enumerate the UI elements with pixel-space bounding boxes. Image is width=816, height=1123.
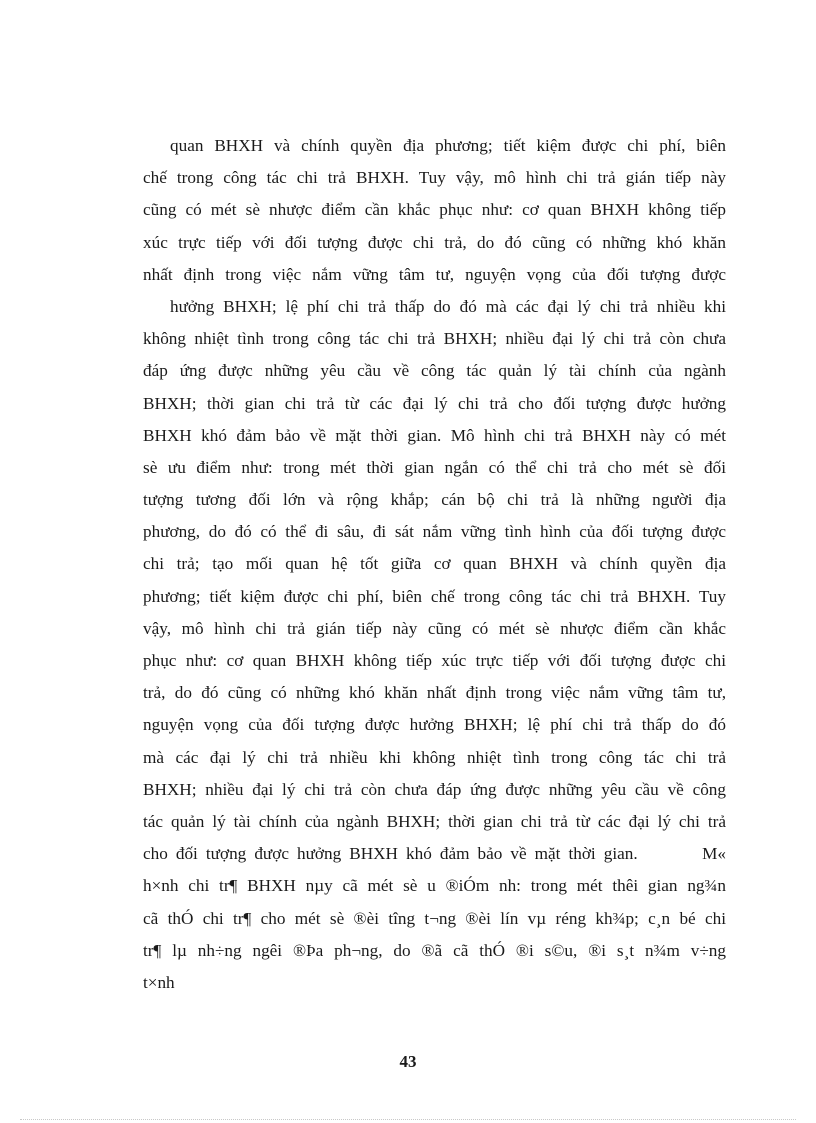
page-bottom-divider	[20, 1119, 796, 1120]
text-line: trả, do đó cũng có những khó khăn nhất định trong việc nắm vững tâm tư,	[143, 683, 726, 703]
text-line: nhất định trong việc nắm vững tâm tư, nguyện vọng của đối tượng được	[143, 264, 726, 284]
text-line: tác quản lý tài chính của ngành BHXH; thời gian chi trả từ các đại lý chi trả	[143, 811, 726, 831]
text-line: sè ưu điểm như: trong mét thời gian ngắn có thể chi trả cho mét sè đối	[143, 457, 726, 477]
text-line: tượng tương đối lớn và rộng khắp; cán bộ chi trả là những người địa	[143, 490, 726, 510]
body-text	[143, 130, 726, 999]
page-number: 43	[399, 1052, 417, 1071]
text-line: chế trong công tác chi trả BHXH. Tuy vậy, mô hình chi trả gián tiếp này	[143, 168, 726, 188]
text-line: nguyện vọng của đối tượng được hưởng BHXH; lệ phí chi trả thấp do đó	[143, 715, 726, 735]
text-line: chi trả; tạo mối quan hệ tốt giữa cơ quan BHXH và chính quyền địa	[143, 554, 726, 574]
text-line: BHXH; nhiều đại lý chi trả còn chưa đáp ứng được những yêu cầu về công	[143, 779, 726, 799]
text-line: tr¶ lµ nh÷ng ngêi ®Þa ph¬ng, do ®ã cã thÓ ®i s©u, ®i s¸t n¾m v÷ng	[143, 940, 726, 960]
text-line: quan BHXH và chính quyền địa phương; tiết kiệm được chi phí, biên	[170, 136, 726, 155]
text-line: phương, do đó có thể đi sâu, đi sát nắm vững tình hình của đối tượng được	[143, 522, 726, 542]
text-line: cho đối tượng được hưởng BHXH khó đảm bảo về mặt thời gian. M«	[143, 844, 726, 864]
text-line: BHXH; thời gian chi trả từ các đại lý chi trả cho đối tượng được hưởng	[143, 393, 726, 413]
text-line: vậy, mô hình chi trả gián tiếp này cũng có mét sè nhược điểm cần khắc	[143, 618, 726, 638]
text-line: t×nh	[143, 972, 175, 992]
text-line: phương; tiết kiệm được chi phí, biên chế trong công tác chi trả BHXH. Tuy	[143, 586, 726, 606]
text-line: cũng có mét sè nhược điểm cần khắc phục như: cơ quan BHXH không tiếp	[143, 200, 726, 220]
text-line: h×nh chi tr¶ BHXH nµy cã mét sè u ®iÓm nh: trong mét thêi gian ng¾n	[143, 876, 726, 896]
text-line: mà các đại lý chi trả nhiều khi không nhiệt tình trong công tác chi trả	[143, 747, 726, 767]
text-line: xúc trực tiếp với đối tượng được chi trả, do đó cũng có những khó khăn	[143, 232, 726, 252]
text-line: đáp ứng được những yêu cầu về công tác quản lý tài chính của ngành	[143, 361, 726, 381]
text-line: phục như: cơ quan BHXH không tiếp xúc trực tiếp với đối tượng được chi	[143, 651, 726, 670]
text-line: cã thÓ chi tr¶ cho mét sè ®èi tîng t¬ng ®èi lín vµ réng kh¾p; c¸n bé chi	[143, 908, 726, 928]
text-line: hưởng BHXH; lệ phí chi trả thấp do đó mà các đại lý chi trả nhiều khi	[170, 296, 726, 316]
text-line: BHXH khó đảm bảo về mặt thời gian. Mô hình chi trả BHXH này có mét	[143, 425, 726, 445]
text-line: không nhiệt tình trong công tác chi trả BHXH; nhiều đại lý chi trả còn chưa	[143, 329, 726, 349]
